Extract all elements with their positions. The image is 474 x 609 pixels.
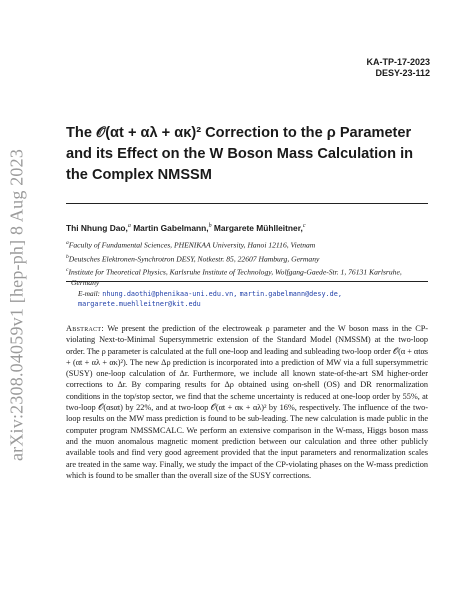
author-name: Martin Gabelmann, (133, 223, 209, 233)
email-label: E-mail: (78, 290, 100, 298)
abstract-label: Abstract: (66, 324, 105, 333)
affiliation (66, 265, 428, 288)
abstract-text: We present the prediction of the electroweak ρ parameter and the W boson mass in the CP-violating Next-to-Minimal Supersymmetric extension of the Standard Model (NMSSM) at the two-loop order. The ρ parameter is calculated at the full one-loop and leading and subleading two-loop order 𝒪(α + αtαs + (αt + αλ + ακ)²). The new Δρ prediction is incorporated into a prediction of MW via a full supersymmetric (SUSY) one-loop calculation of Δr. Furthermore, we include all known state-of-the-art SM higher-order corrections to Δr. By comparing results for Δρ obtained using on-shell (OS) and DR renormalization conditions in the top/stop sector, we find that the scheme uncertainty is reduced at one-loop order by 55%, at two-loop 𝒪(αsαt) by 22%, and at two-loop 𝒪(αt + ακ + αλ)² by 16%, respectively. The influence of the two-loop results on the MW mass prediction is found to be sub-leading. The new calculation is made public in the computer program NMSSMCALC. We perform an extensive comparison in the W-mass, Higgs boson mass and the muon anomalous magnetic moment prediction between our calculation and three other publicly available tools and find very good agreement provided that the input parameters and renormalization scales are treated in the same way. Finally, we study the impact of the CP-violating phases on the W-mass prediction which is found to be smaller than the overall size of the SUSY corrections. (66, 324, 428, 480)
affiliation-text: Institute for Theoretical Physics, Karlsruhe Institute of Technology, Wolfgang-Gaede-Str. 1, 76131 Karlsruhe, Germany (68, 267, 402, 287)
affiliation (66, 252, 428, 265)
author-name: Margarete Mühlleitner, (213, 223, 303, 233)
title-divider (66, 203, 428, 204)
affiliation-text: Deutsches Elektronen-Synchrotron DESY, Notkestr. 85, 22607 Hamburg, Germany (68, 254, 320, 264)
paper-title: The 𝒪(αt + αλ + ακ)² Correction to the ρ Parameter and its Effect on the W Boson Mass Calculation in the Complex NMSSM (66, 125, 414, 183)
report-numbers (366, 57, 430, 79)
arxiv-id-text: arXiv:2308.04059v1 [hep-ph] 8 Aug 2023 (6, 148, 27, 462)
author-affiliation-mark: b (208, 223, 212, 230)
report-number: KA-TP-17-2023 (366, 57, 430, 67)
arxiv-identifier (0, 148, 34, 462)
email-link[interactable]: martin.gabelmann@desy.de, (239, 290, 342, 298)
email-link[interactable]: margarete.muehlleitner@kit.edu (78, 300, 201, 308)
affiliation-text: Faculty of Fundamental Sciences, PHENIKAA University, Hanoi 12116, Vietnam (68, 240, 316, 250)
report-number: DESY-23-112 (375, 68, 430, 78)
affiliation-mark: a (66, 240, 69, 246)
author-name: Thi Nhung Dao, (66, 223, 128, 233)
email-link[interactable]: nhung.daothi@phenikaa-uni.edu.vn, (102, 290, 238, 298)
affiliation-mark: b (66, 253, 69, 260)
affiliation (66, 238, 428, 251)
author-affiliation-mark: c (302, 223, 306, 230)
header-divider (66, 281, 428, 282)
author-list (66, 223, 428, 233)
author-affiliation-mark: a (127, 223, 131, 230)
email-block (78, 289, 430, 309)
affiliation-mark: c (66, 267, 69, 274)
abstract (66, 323, 428, 481)
